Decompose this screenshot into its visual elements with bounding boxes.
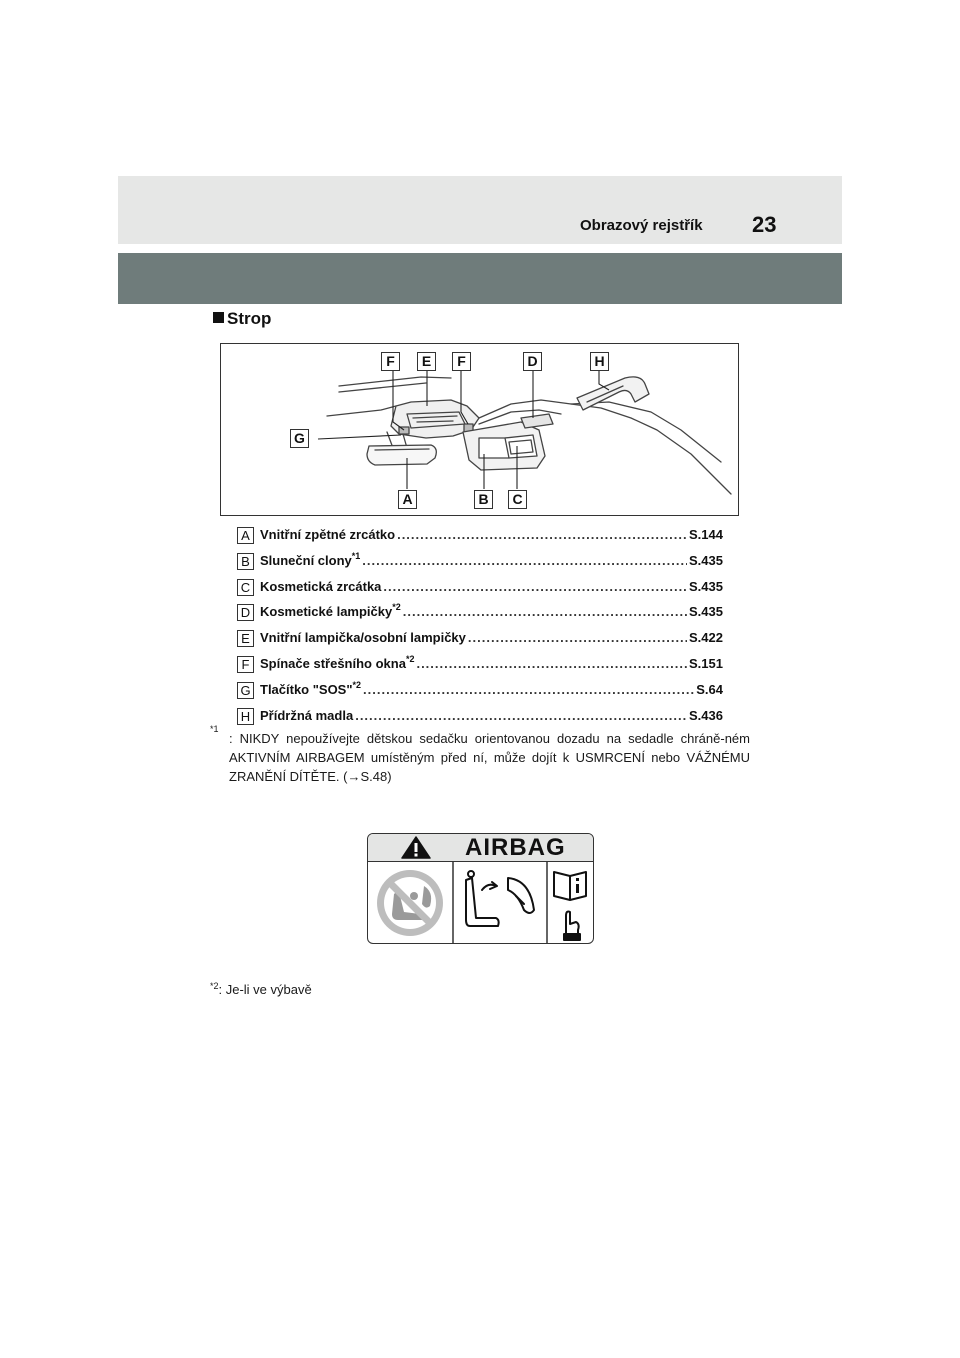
footnote-2-text: : Je-li ve výbavě [218, 982, 312, 997]
item-name: Tlačítko "SOS" [260, 681, 353, 697]
callout-f-right: F [452, 352, 471, 371]
section-title: Obrazový rejstřík [580, 217, 703, 234]
item-name: Kosmetické lampičky [260, 604, 393, 620]
callout-g: G [290, 429, 309, 448]
item-letter: D [237, 604, 254, 621]
list-item [237, 705, 723, 731]
item-page-link[interactable]: S.151 [689, 655, 723, 671]
seat-airbag-deployment-icon [466, 871, 534, 926]
header-band [118, 176, 842, 244]
item-footnote-ref: *2 [405, 653, 415, 664]
callout-h: H [590, 352, 609, 371]
footnote-2 [210, 980, 312, 999]
item-page-link[interactable]: S.435 [689, 604, 723, 620]
list-item [237, 627, 723, 653]
item-page-link[interactable]: S.436 [689, 707, 723, 723]
ceiling-illustration [220, 343, 739, 516]
item-footnote-ref: *2 [392, 602, 401, 613]
item-page-link[interactable]: S.435 [689, 552, 723, 568]
item-list [237, 524, 723, 730]
item-name: Přídržná madla [260, 707, 354, 723]
callout-b: B [474, 490, 493, 509]
no-rear-facing-child-seat-icon [377, 870, 443, 936]
list-item [237, 653, 723, 679]
item-name: Vnitřní lampička/osobní lampičky [260, 630, 466, 646]
item-letter: F [237, 656, 254, 673]
owners-manual-icon [554, 872, 586, 940]
footnote-1-text: : NIKDY nepoužívejte dětskou sedačku orientovanou dozadu na sedadle chráně-ném AKTIVNÍM AIRBAGEM umístěným před ní, může dojít k USMRCENÍ nebo VÁŽNÉMU ZRANĚNÍ DÍTĚTE. (→S.48) [229, 731, 750, 784]
callout-f-left: F [381, 352, 400, 371]
list-item [237, 679, 723, 705]
page-number: 23 [752, 212, 777, 237]
item-letter: C [237, 579, 254, 596]
item-letter: G [237, 682, 254, 699]
section-heading-text: Strop [227, 309, 272, 328]
item-letter: E [237, 630, 254, 647]
item-page-link[interactable]: S.422 [689, 630, 723, 646]
item-letter: B [237, 553, 254, 570]
list-item [237, 524, 723, 550]
item-page-link[interactable]: S.144 [689, 527, 723, 542]
item-name: Sluneční clony [260, 552, 352, 568]
item-letter: A [237, 527, 254, 544]
section-heading [213, 309, 271, 329]
airbag-label-pictograms [368, 834, 594, 944]
airbag-warning-label [367, 833, 594, 944]
footnote-1: *1 : NIKDY nepoužívejte dětskou sedačku orientovanou dozadu na sedadle chráně-ném AKTIVNÍM AIRBAGEM umístěným před ní, může dojít k USMRCENÍ nebo VÁŽNÉMU ZRANĚNÍ DÍTĚTE. (→S.48) [210, 724, 750, 784]
section-bar [118, 253, 842, 304]
item-letter: H [237, 708, 254, 725]
item-name: Kosmetická zrcátka [260, 578, 382, 594]
item-name: Spínače střešního okna [260, 655, 406, 671]
callout-d: D [523, 352, 542, 371]
callout-e: E [417, 352, 436, 371]
footnote-2-marker: *2 [210, 981, 219, 991]
item-footnote-ref: *1 [351, 550, 361, 561]
callout-a: A [398, 490, 417, 509]
list-item [237, 550, 723, 576]
list-item [237, 576, 723, 602]
airbag-label-title: AIRBAG [465, 834, 566, 861]
list-item [237, 601, 723, 627]
item-page-link[interactable]: S.64 [696, 681, 723, 697]
item-footnote-ref: *2 [352, 679, 362, 690]
square-bullet-icon [213, 312, 224, 323]
item-name: Vnitřní zpětné zrcátko [260, 527, 396, 542]
callout-c: C [508, 490, 527, 509]
item-page-link[interactable]: S.435 [689, 578, 723, 594]
warning-triangle-icon [402, 837, 430, 858]
